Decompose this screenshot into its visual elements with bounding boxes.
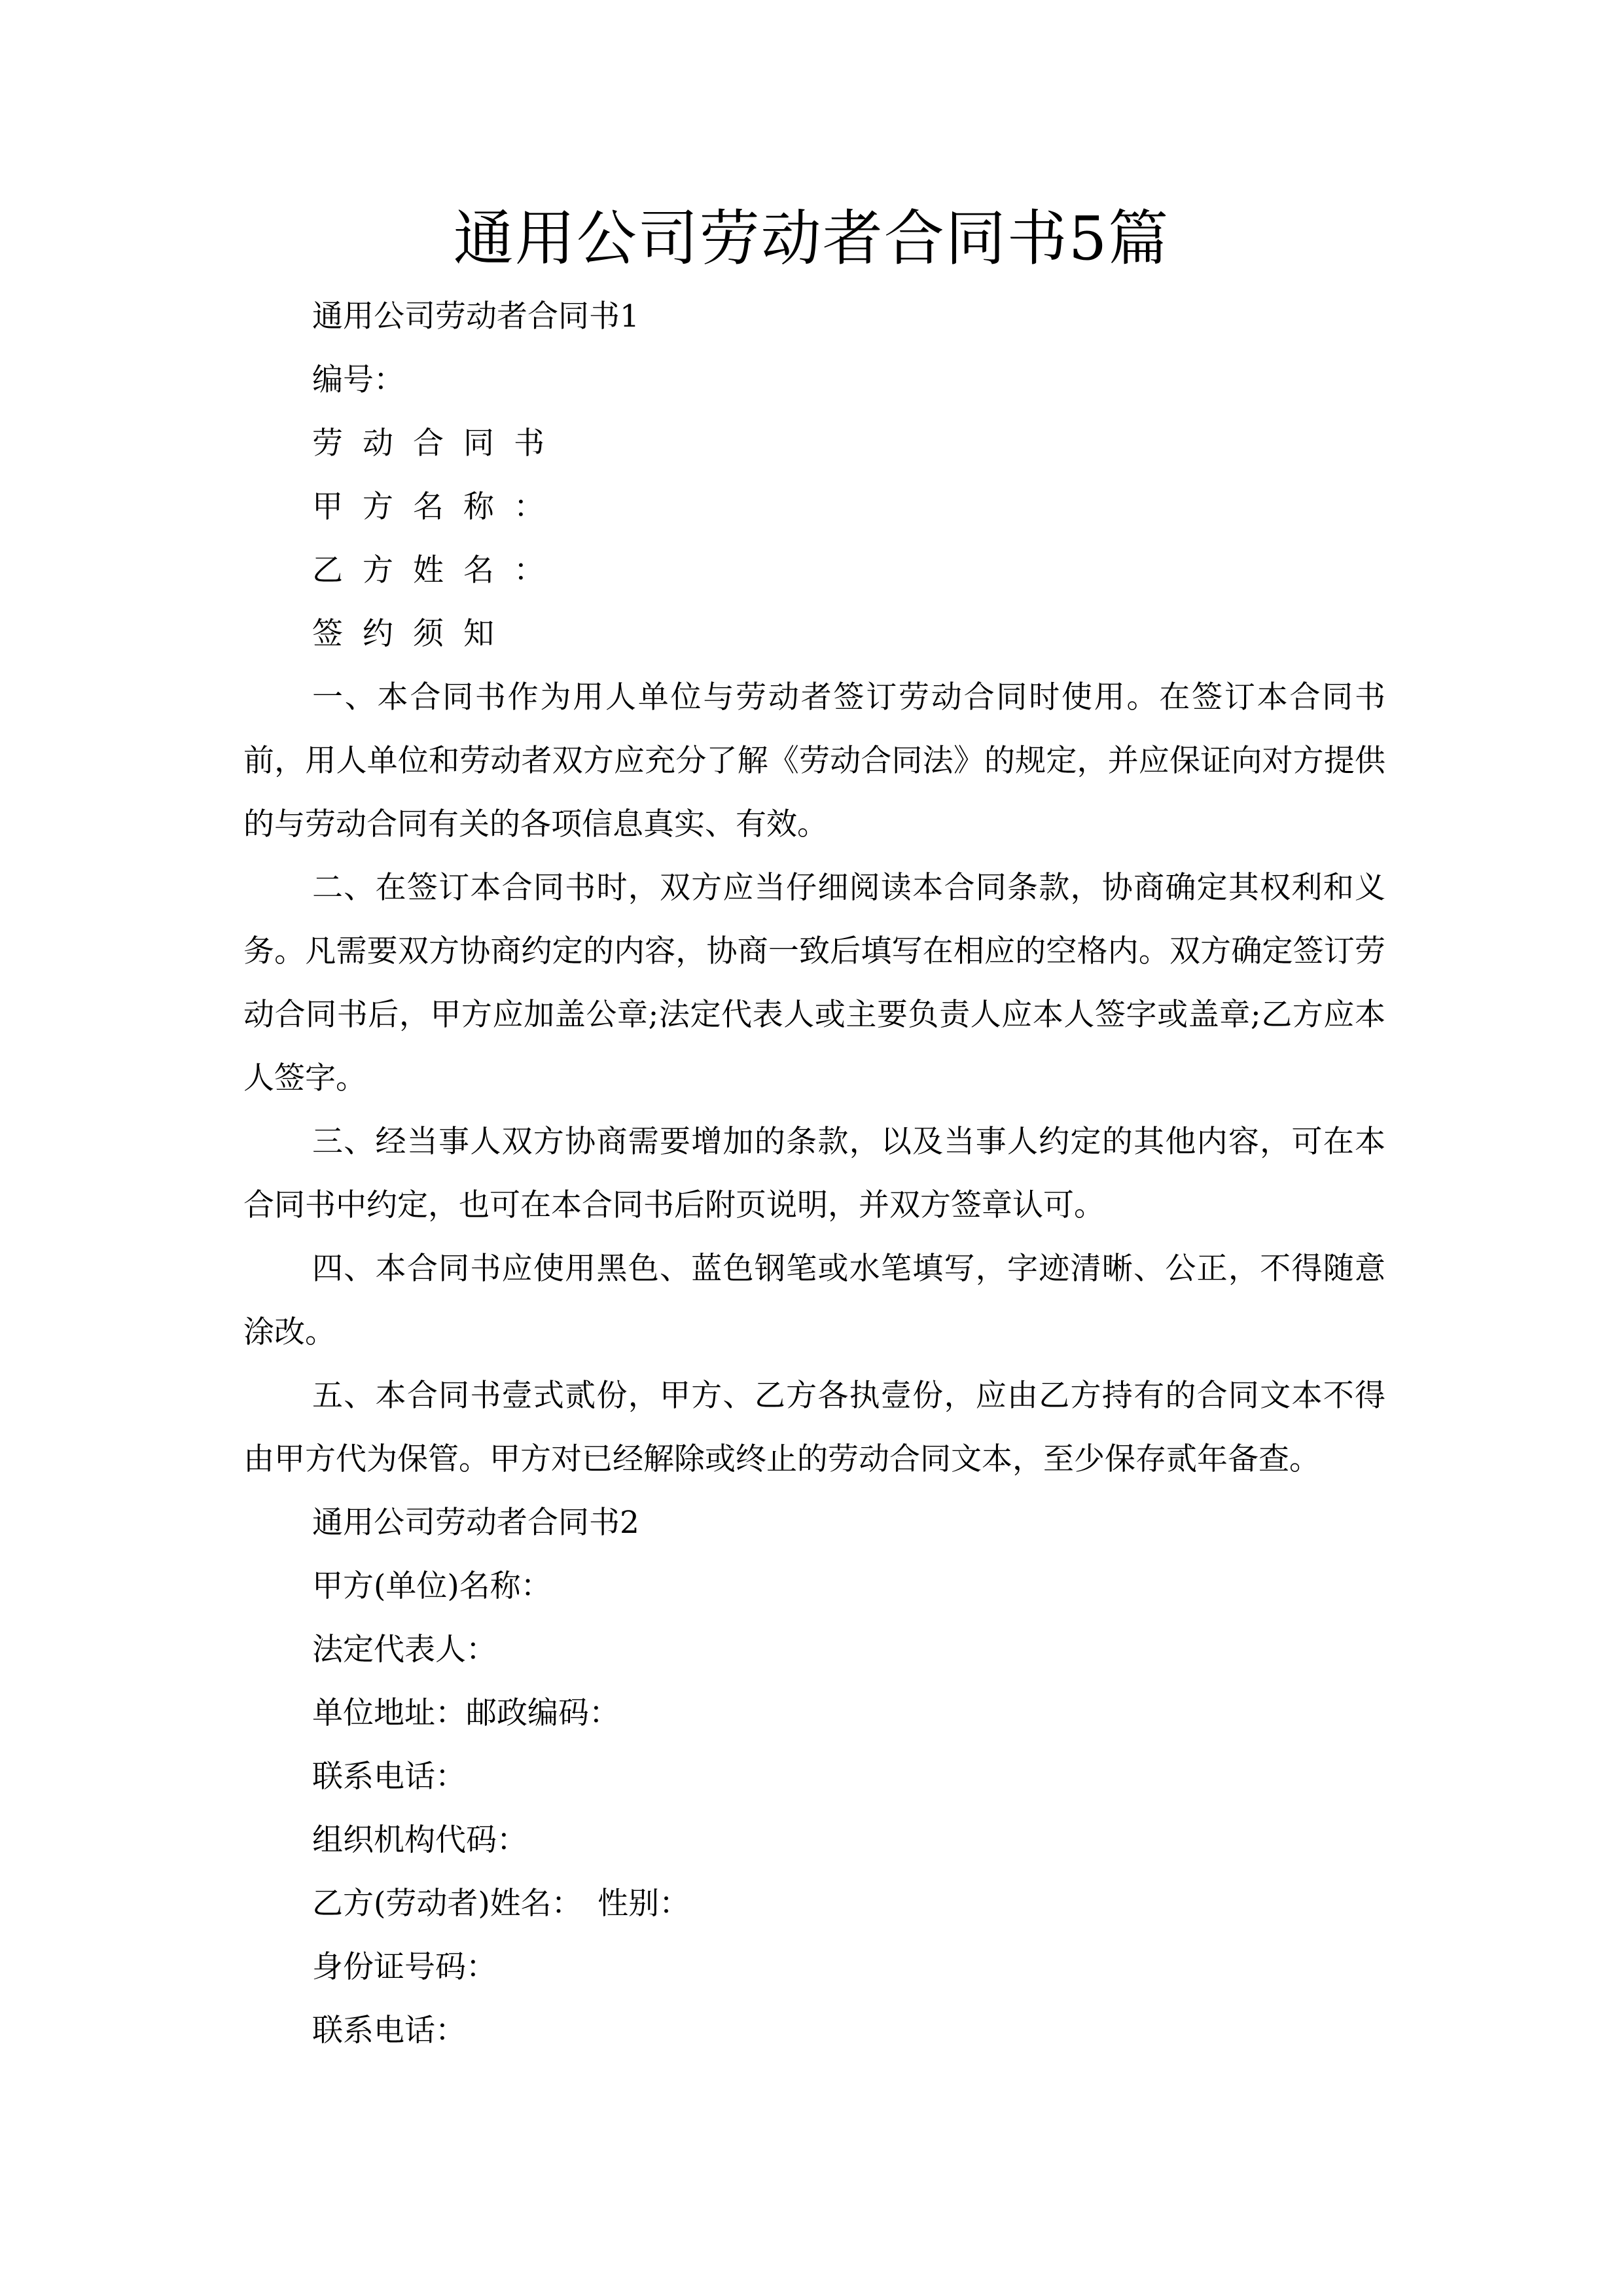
party-b-phone-field: 联系电话： [312,2013,466,2049]
notice-paragraph-4: 四、本合同书应使用黑色、蓝色钢笔或水笔填写，字迹清晰、公正，不得随意涂改。 [243,1251,1385,1350]
section1-heading: 通用公司劳动者合同书1 [312,298,639,334]
party-a-name-label: 甲方名称： [312,489,564,525]
document-body [243,285,1385,2062]
organization-code-field: 组织机构代码： [312,1822,527,1858]
notice-paragraph-2: 二、在签订本合同书时，双方应当仔细阅读本合同条款，协商确定其权利和义务。凡需要双方协商约定的内容，协商一致后填写在相应的空格内。双方确定签订劳动合同书后，甲方应加盖公章;法定代表人或主要负责人应本人签字或盖章;乙方应本人签字。 [243,870,1385,1096]
party-b-name-label: 乙方姓名： [312,552,564,588]
notice-paragraph-1: 一、本合同书作为用人单位与劳动者签订劳动合同时使用。在签订本合同书前，用人单位和劳动者双方应充分了解《劳动合同法》的规定，并应保证向对方提供的与劳动合同有关的各项信息真实、有效。 [243,679,1385,842]
legal-representative-field: 法定代表人： [312,1632,497,1668]
notice-paragraph-3: 三、经当事人双方协商需要增加的条款，以及当事人约定的其他内容，可在本合同书中约定，也可在本合同书后附页说明，并双方签章认可。 [243,1124,1385,1223]
party-a-unit-name-field: 甲方(单位)名称： [312,1568,552,1604]
party-b-name-gender-field: 乙方(劳动者)姓名： 性别： [312,1886,690,1922]
document-title: 通用公司劳动者合同书5篇 [453,204,1170,274]
party-a-phone-field: 联系电话： [312,1759,466,1795]
notice-paragraph-5: 五、本合同书壹式贰份，甲方、乙方各执壹份，应由乙方持有的合同文本不得由甲方代为保管。甲方对已经解除或终止的劳动合同文本，至少保存贰年备查。 [243,1378,1385,1477]
contract-number-label: 编号： [312,362,404,398]
id-number-field: 身份证号码： [312,1949,497,1985]
section2-heading: 通用公司劳动者合同书2 [312,1505,639,1541]
unit-address-postcode-field: 单位地址：邮政编码： [312,1695,620,1731]
contract-title: 劳动合同书 [312,425,564,461]
signing-notice-heading: 签约须知 [312,616,514,652]
